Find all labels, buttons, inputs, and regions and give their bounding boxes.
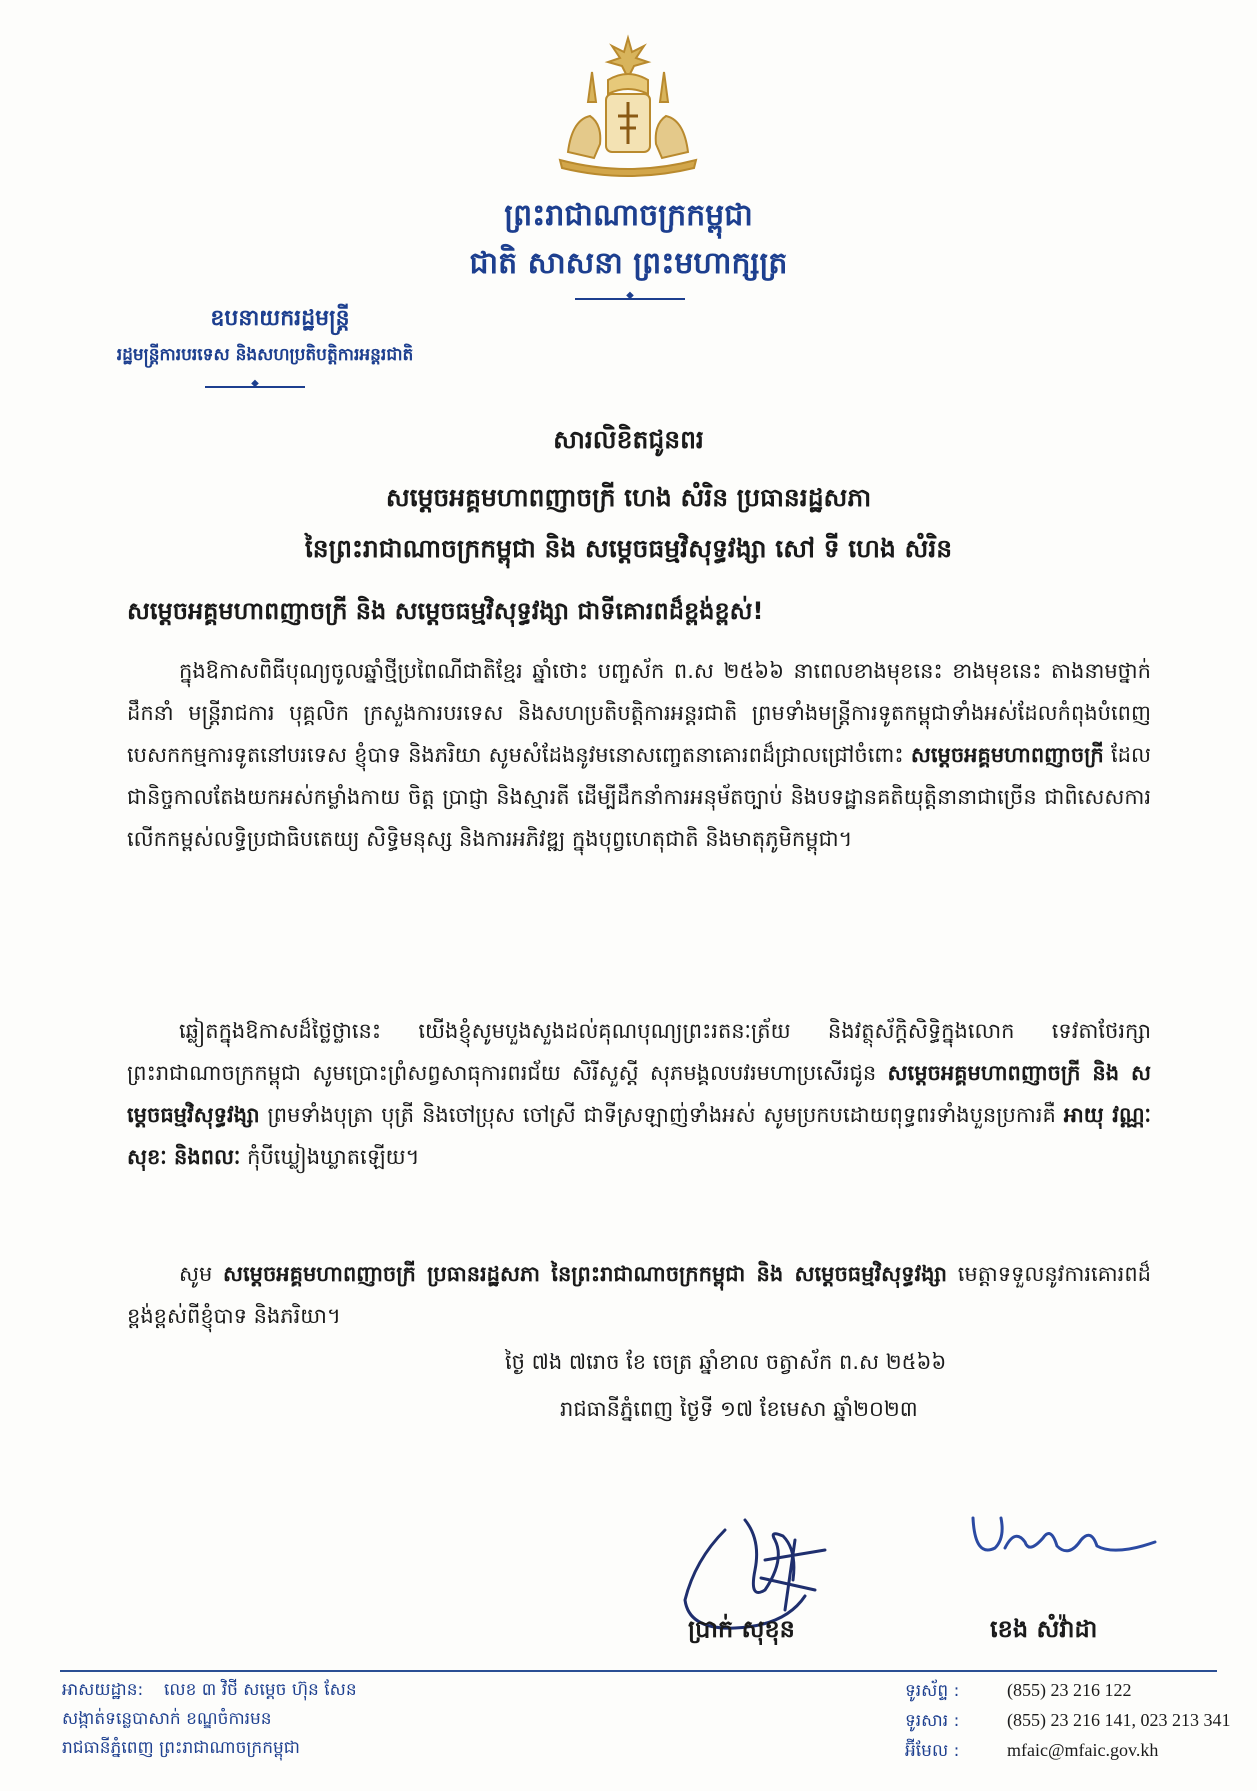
paragraph-1-text-a: ក្នុងឱកាសពិធីបុណ្យចូលឆ្នាំថ្មីប្រពៃណីជាតិខ្មែរ ឆ្នាំថោះ បញ្ចស័ក ព.ស ២៥៦៦ នាពេលខាងមុខនេះ ខាងមុខនេះ តាងនាមថ្នាក់ដឹកនាំ មន្ត្រីរាជការ បុគ្គលិក ក្រសួងការបរទេស និងសហប្រតិបត្តិការអន្តរជាតិ ព្រមទាំងមន្ត្រីការទូតកម្ពុជាទាំងអស់ដែលកំពុងបំពេញបេសកកម្មការទូតនៅបរទេស ខ្ញុំបាទ និងភរិយា សូមសំដែងនូវមនោសញ្ចេតនាគោរពដ៏ជ្រាលជ្រៅចំពោះ [127, 659, 1151, 767]
paragraph-2-text-c: កុំបីឃ្លៀងឃ្លាតឡើយ។ [247, 1145, 420, 1169]
national-motto: ជាតិ សាសនា ព្រះមហាក្សត្រ [469, 246, 788, 281]
lunar-date: ថ្ងៃ ៧ង ៧រោច ខែ ចេត្រ ឆ្នាំខាល ចត្វាស័ក ព.ស ២៥៦៦ [505, 1350, 947, 1374]
paragraph-3-text-b: មេត្តាទទួលនូវការគោរពដ៏ខ្ពង់ខ្ពស់ពីខ្ញុំបាទ និងភរិយា។ [127, 1262, 1151, 1328]
paragraph-1-bold: សម្តេចអគ្គមហាពញាចក្រី [910, 743, 1104, 767]
ministry-divider [205, 386, 305, 388]
recipient-line-2: នៃព្រះរាជាណាចក្រកម្ពុជា និង សម្តេចធម្មវិសុទ្ធវង្សា សៅ ទី ហេង សំរិន [304, 534, 953, 563]
recipient-line-1: សម្តេចអគ្គមហាពញាចក្រី ហេង សំរិន ប្រធានរដ្ឋសភា [385, 483, 872, 512]
paragraph-1-text-b: ដែលជានិច្ចកាលតែងយកអស់កម្លាំងកាយ ចិត្ត ប្រាជ្ញា និងស្មារតី ដើម្បីដឹកនាំការអនុម័តច្បាប់ និងបទដ្ឋានគតិយុត្តិនានាជាច្រើន ជាពិសេសការលើកកម្ពស់លទ្ធិប្រជាធិបតេយ្យ សិទ្ធិមនុស្ស និងការអភិវឌ្ឍ ក្នុងបុព្វហេតុជាតិ និងមាតុភូមិកម្ពុជា។ [127, 743, 1151, 851]
address-line-1: លេខ ៣ វិថី សម្តេច ហ៊ុន សែន [164, 1680, 357, 1700]
paragraph-2-bold-2: អាយុ វណ្ណៈ សុខៈ និងពលៈ [127, 1103, 1151, 1169]
solar-date: រាជធានីភ្នំពេញ ថ្ងៃទី ១៧ ខែមេសា ឆ្នាំ២០២៣ [560, 1397, 918, 1421]
paragraph-2-text-a: ឆ្លៀតក្នុងឱកាសដ៏ថ្លៃថ្លានេះ យើងខ្ញុំសូមបួងសួងដល់គុណបុណ្យព្រះរតនៈត្រ័យ និងវត្ថុស័ក្តិសិទ្ធិក្នុងលោក ទេវតាថែរក្សាព្រះរាជាណាចក្រកម្ពុជា សូមប្រោះព្រំសព្វសាធុការពរជ័យ សិរីសួស្តី សុភមង្គលបវរមហាប្រសើរជូន [127, 1019, 1151, 1085]
paragraph-3-text-a: សូម [179, 1262, 213, 1286]
address-line-3: រាជធានីភ្នំពេញ ព្រះរាជាណាចក្រកម្ពុជា [62, 1738, 300, 1758]
signatory-right-name: ខេង សំវ៉ាដា [990, 1615, 1098, 1643]
ministry-title: ឧបនាយករដ្ឋមន្ត្រី [210, 306, 350, 331]
address-line-2: សង្កាត់ទន្លេបាសាក់ ខណ្ឌចំការមន [62, 1709, 272, 1729]
address-label: អាសយដ្ឋាន: [62, 1680, 144, 1700]
footer-divider [60, 1670, 1217, 1672]
paragraph-3-bold: សម្តេចអគ្គមហាពញាចក្រី ប្រធានរដ្ឋសភា នៃព្រះរាជាណាចក្រកម្ពុជា និង សម្តេចធម្មវិសុទ្ធវង្សា [222, 1262, 948, 1286]
royal-coat-of-arms-icon [548, 32, 708, 182]
email-link[interactable]: mfaic@mfaic.gov.kh [1007, 1740, 1159, 1760]
phone-value: (855) 23 216 122 [1007, 1680, 1132, 1700]
paragraph-3 [127, 1253, 1151, 1337]
fax-value: (855) 23 216 141, 023 213 341 [1007, 1710, 1231, 1730]
signatory-left-name: ប្រាក់ សុខុន [688, 1615, 795, 1643]
footer-address [62, 1676, 357, 1763]
email-label: អ៊ីមែល : [905, 1741, 960, 1761]
signature-right-icon [965, 1498, 1165, 1578]
paragraph-2-text-b: ព្រមទាំងបុត្រា បុត្រី និងចៅប្រុស ចៅស្រី ជាទីស្រឡាញ់ទាំងអស់ សូមប្រកបដោយពុទ្ធពរទាំងបួនប្រការគឺ [267, 1103, 1056, 1127]
footer-contact [905, 1676, 1231, 1766]
phone-label: ទូរស័ព្ទ : [905, 1681, 960, 1701]
paragraph-1 [127, 650, 1151, 860]
fax-label: ទូរសារ : [905, 1711, 960, 1731]
ministry-subtitle: រដ្ឋមន្ត្រីការបរទេស និងសហប្រតិបត្តិការអន្តរជាតិ [116, 345, 414, 365]
paragraph-2 [127, 1010, 1151, 1178]
motto-divider [575, 298, 685, 300]
kingdom-title: ព្រះរាជាណាចក្រកម្ពុជា [504, 198, 753, 233]
letter-heading: សារលិខិតជូនពរ [553, 425, 704, 454]
salutation: សម្តេចអគ្គមហាពញាចក្រី និង សម្តេចធម្មវិសុទ្ធវង្សា ជាទីគោរពដ៏ខ្ពង់ខ្ពស់! [127, 597, 764, 625]
paragraph-2-bold-1: សម្តេចអគ្គមហាពញាចក្រី និង សម្តេចធម្មវិសុទ្ធវង្សា [127, 1061, 1151, 1127]
